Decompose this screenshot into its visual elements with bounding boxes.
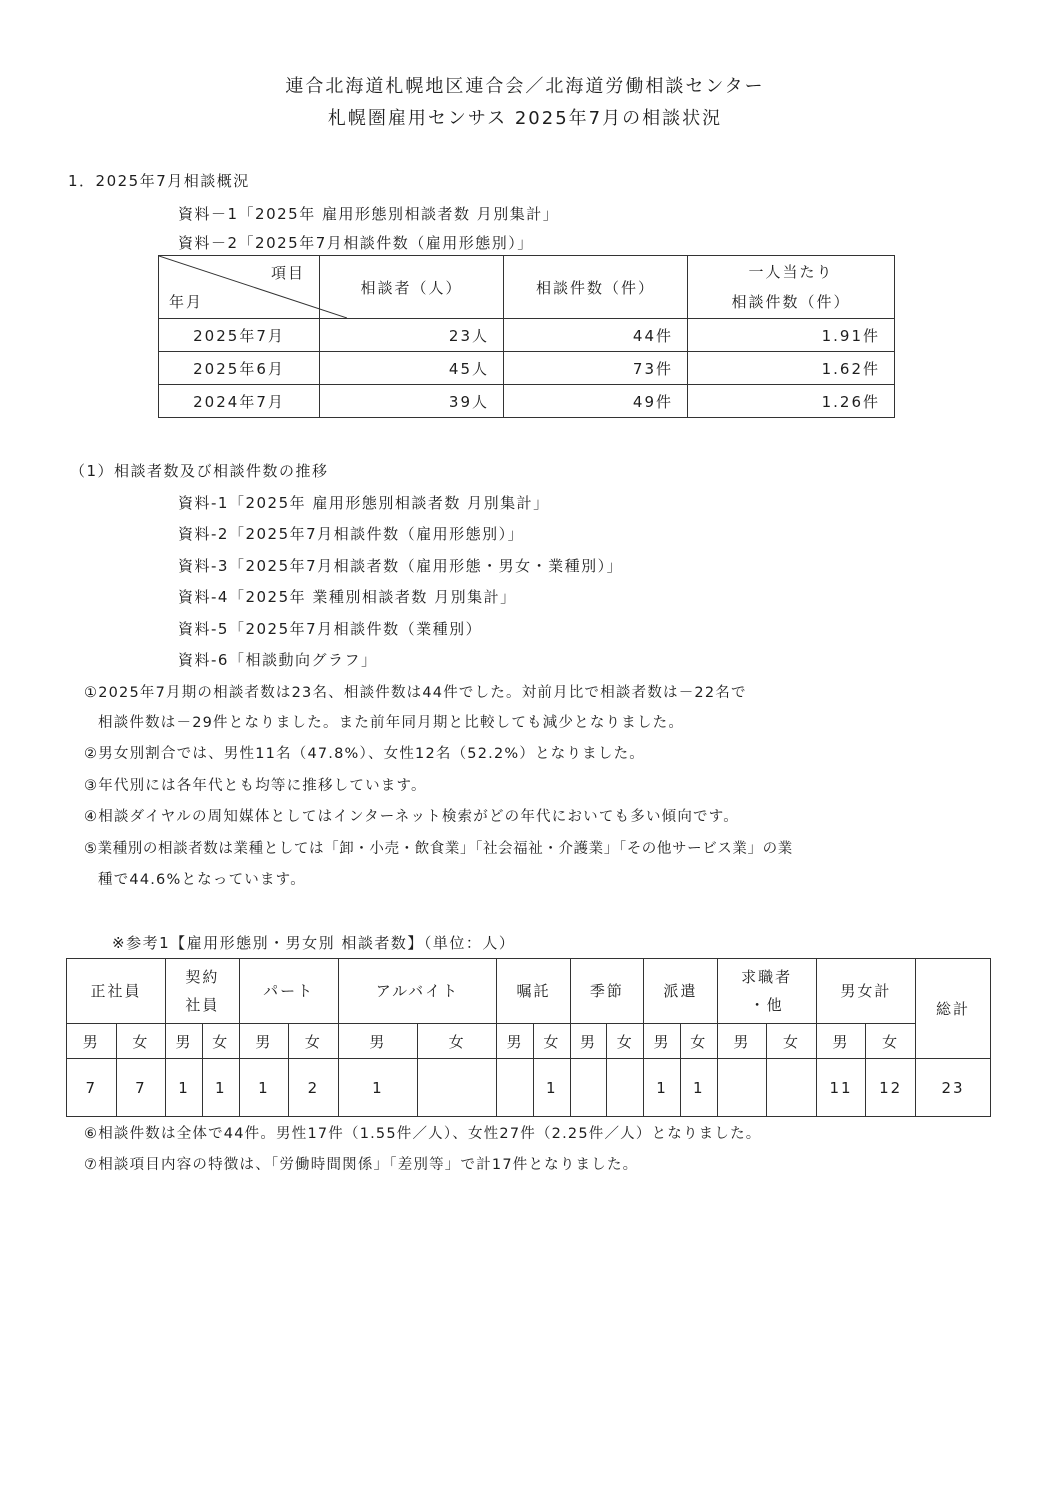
- value-female: 1: [680, 1059, 717, 1117]
- category-cell: [717, 959, 816, 1024]
- category-label: 季節: [589, 982, 624, 1000]
- row-persons: 39人: [320, 385, 504, 418]
- table-row: [159, 352, 895, 385]
- category-label: 派遣: [663, 982, 698, 1000]
- male-header: 男: [717, 1024, 767, 1059]
- value-male: 11: [816, 1059, 866, 1117]
- female-header: 女: [417, 1024, 496, 1059]
- document-title-line2: 札幌圏雇用センサス 2025年7月の相談状況: [327, 108, 723, 129]
- category-cell: [166, 959, 239, 1024]
- female-header: 女: [866, 1024, 916, 1059]
- section2-ref: 資料-1「2025年 雇用形態別相談者数 月別集計」: [178, 494, 550, 512]
- footnote-7: ⑦相談項目内容の特徴は、「労働時間関係」「差別等」で計17件となりました。: [84, 1157, 639, 1173]
- section2-ref: 資料-2「2025年7月相談件数（雇用形態別）」: [178, 525, 525, 543]
- value-total: 23: [916, 1059, 991, 1117]
- male-header: 男: [497, 1024, 534, 1059]
- category-label: パート: [263, 982, 315, 1000]
- category-cell: [239, 959, 338, 1024]
- row-ym: 2025年6月: [159, 352, 320, 385]
- table-row: [159, 319, 895, 352]
- category-label: 求職者: [741, 968, 793, 986]
- category-cell: [338, 959, 497, 1024]
- value-male: 1: [644, 1059, 681, 1117]
- value-male: 1: [166, 1059, 203, 1117]
- category-cell: [67, 959, 166, 1024]
- value-male: 1: [338, 1059, 417, 1117]
- header-per-person: [688, 256, 895, 319]
- value-female: 1: [533, 1059, 570, 1117]
- section1-ref1: 資料－1「2025年 雇用形態別相談者数 月別集計」: [178, 205, 560, 223]
- female-header: 女: [680, 1024, 717, 1059]
- row-persons: 45人: [320, 352, 504, 385]
- row-cases: 44件: [504, 319, 688, 352]
- value-female: [607, 1059, 644, 1117]
- male-header: 男: [570, 1024, 607, 1059]
- row-persons: 23人: [320, 319, 504, 352]
- female-header: 女: [202, 1024, 239, 1059]
- section2-heading: （1）相談者数及び相談件数の推移: [70, 462, 329, 480]
- point-4: ④相談ダイヤルの周知媒体としてはインターネット検索がどの年代においても多い傾向です。: [84, 809, 739, 825]
- value-male: [717, 1059, 767, 1117]
- point-3: ③年代別には各年代とも均等に推移しています。: [84, 778, 427, 794]
- category-label: 契約: [185, 968, 220, 986]
- header-persons: 相談者（人）: [320, 256, 504, 319]
- value-female: 2: [289, 1059, 339, 1117]
- header-cases: 相談件数（件）: [504, 256, 688, 319]
- category-label: 男女計: [840, 982, 892, 1000]
- female-header: 女: [116, 1024, 166, 1059]
- point-5: ⑤業種別の相談者数は業種としては「卸・小売・飲食業」「社会福祉・介護業」「その他サービス業」の業: [84, 841, 793, 857]
- male-header: 男: [338, 1024, 417, 1059]
- value-female: [767, 1059, 817, 1117]
- category-label: アルバイト: [375, 982, 460, 1000]
- category-label-2: 社員: [185, 996, 220, 1014]
- value-female: 12: [866, 1059, 916, 1117]
- male-header: 男: [166, 1024, 203, 1059]
- document-title-line1: 連合北海道札幌地区連合会／北海道労働相談センター: [285, 76, 765, 97]
- value-female: [417, 1059, 496, 1117]
- male-header: 男: [67, 1024, 117, 1059]
- diagonal-header-cell: [159, 256, 320, 319]
- reference-table: [66, 958, 991, 1117]
- female-header: 女: [607, 1024, 644, 1059]
- category-cell: [570, 959, 643, 1024]
- male-header: 男: [816, 1024, 866, 1059]
- section2-ref: 資料-5「2025年7月相談件数（業種別）: [178, 620, 483, 638]
- value-male: [497, 1059, 534, 1117]
- point-2: ②男女別割合では、男性11名（47.8%）、女性12名（52.2%）となりました。: [84, 746, 645, 762]
- value-male: 1: [239, 1059, 289, 1117]
- female-header: 女: [289, 1024, 339, 1059]
- section2-ref: 資料-3「2025年7月相談者数（雇用形態・男女・業種別）」: [178, 557, 624, 575]
- table-row: [67, 1059, 991, 1117]
- category-cell: [816, 959, 915, 1024]
- male-header: 男: [239, 1024, 289, 1059]
- point-1-cont: 相談件数は－29件となりました。また前年同月期と比較しても減少となりました。: [98, 715, 685, 731]
- category-label: 嘱託: [516, 982, 551, 1000]
- row-cases: 49件: [504, 385, 688, 418]
- table-row: [159, 385, 895, 418]
- value-male: [570, 1059, 607, 1117]
- row-ym: 2024年7月: [159, 385, 320, 418]
- section2-ref: 資料-6「相談動向グラフ」: [178, 651, 378, 669]
- row-per: 1.62件: [688, 352, 895, 385]
- section1-heading: 1．2025年7月相談概況: [68, 172, 250, 190]
- reference-title: ※参考1【雇用形態別・男女別 相談者数】（単位：人）: [112, 934, 516, 952]
- category-label-2: ・他: [749, 996, 784, 1014]
- header-item-label: 項目: [270, 264, 305, 282]
- header-ym-label: 年月: [169, 293, 204, 311]
- male-header: 男: [644, 1024, 681, 1059]
- row-ym: 2025年7月: [159, 319, 320, 352]
- category-cell: [644, 959, 717, 1024]
- row-cases: 73件: [504, 352, 688, 385]
- row-per: 1.91件: [688, 319, 895, 352]
- value-female: 7: [116, 1059, 166, 1117]
- point-5-cont: 種で44.6%となっています。: [98, 872, 306, 888]
- female-header: 女: [767, 1024, 817, 1059]
- category-label: 正社員: [90, 982, 142, 1000]
- footnote-6: ⑥相談件数は全体で44件。男性17件（1.55件／人）、女性27件（2.25件／人）となりました。: [84, 1126, 762, 1142]
- section1-ref2: 資料－2「2025年7月相談件数（雇用形態別）」: [178, 234, 534, 252]
- value-female: 1: [202, 1059, 239, 1117]
- section2-ref: 資料-4「2025年 業種別相談者数 月別集計」: [178, 588, 517, 606]
- summary-table: [158, 255, 895, 418]
- value-male: 7: [67, 1059, 117, 1117]
- female-header: 女: [533, 1024, 570, 1059]
- header-per-person-line2: 相談件数（件）: [731, 293, 851, 311]
- total-header: 総計: [916, 959, 991, 1059]
- point-1: ①2025年7月期の相談者数は23名、相談件数は44件でした。対前月比で相談者数は－22名で: [84, 685, 747, 701]
- row-per: 1.26件: [688, 385, 895, 418]
- header-per-person-line1: 一人当たり: [748, 263, 834, 281]
- category-cell: [497, 959, 570, 1024]
